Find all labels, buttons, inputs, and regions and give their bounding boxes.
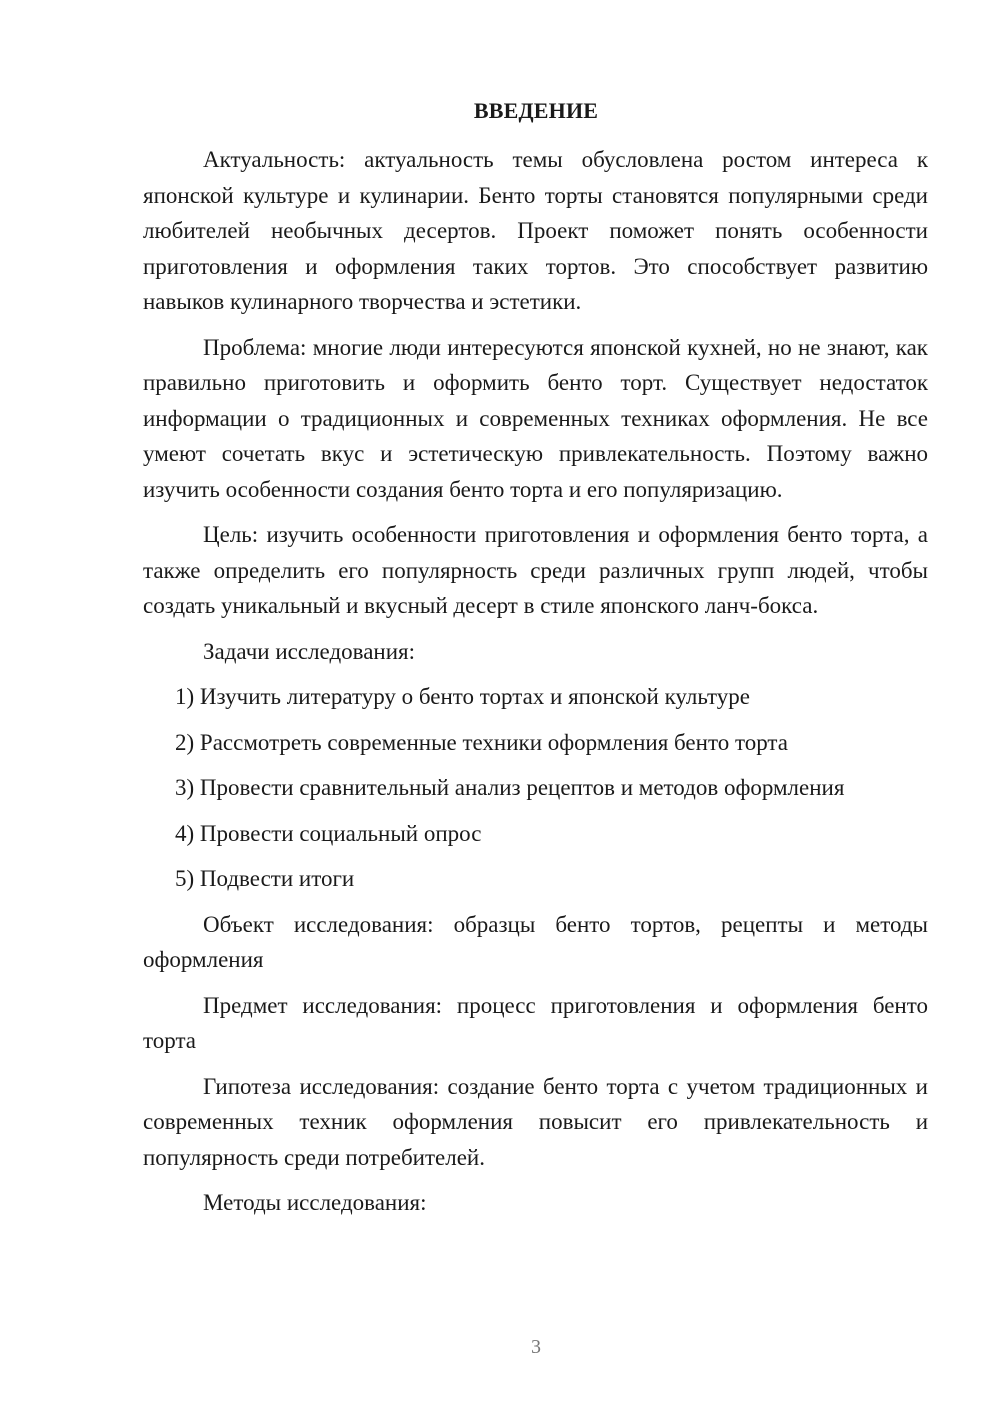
paragraph-goal: Цель: изучить особенности приготовления и оформления бенто торта, а также определить его популярность среди различных групп людей, чтобы создать уникальный и вкусный десерт в стиле японского ланч-бокса. xyxy=(143,522,928,618)
methods-title: Методы исследования: xyxy=(203,1190,427,1215)
task-item-1: 1) Изучить литературу о бенто тортах и японской культуре xyxy=(175,684,750,709)
tasks-title: Задачи исследования: xyxy=(203,638,416,664)
page-title: ВВЕДЕНИЕ xyxy=(473,98,599,123)
paragraph-subject: Предмет исследования: процесс приготовления и оформления бенто торта xyxy=(143,992,928,1053)
paragraph-hypothesis: Гипотеза исследования: создание бенто торта с учетом традиционных и современных техник оформления повысит его привлекательность и популярность среди потребителей. xyxy=(143,1073,928,1170)
document-body xyxy=(143,142,928,1221)
page-number: 3 xyxy=(531,1336,541,1358)
task-item-2: 2) Рассмотреть современные техники оформления бенто торта xyxy=(175,729,788,755)
paragraph-object: Объект исследования: образцы бенто тортов, рецепты и методы оформления xyxy=(143,911,928,972)
task-item-4: 4) Провести социальный опрос xyxy=(175,820,482,846)
paragraph-relevance: Актуальность: актуальность темы обусловлена ростом интереса к японской культуре и кулинарии. Бенто торты становятся популярными среди любителей необычных десертов. Проект поможет понять особенности приготовления и оформления таких тортов. Это способствует развитию навыков кулинарного творчества и эстетики. xyxy=(143,147,928,314)
paragraph-problem: Проблема: многие люди интересуются японской кухней, но не знают, как правильно приготовить и оформить бенто торт. Существует недостаток информации о традиционных и современных техниках оформления. Не все умеют сочетать вкус и эстетическую привлекательность. Поэтому важно изучить особенности создания бенто торта и его популяризацию. xyxy=(143,334,928,502)
task-item-5: 5) Подвести итоги xyxy=(175,866,355,891)
task-item-3: 3) Провести сравнительный анализ рецептов и методов оформления xyxy=(175,775,845,800)
